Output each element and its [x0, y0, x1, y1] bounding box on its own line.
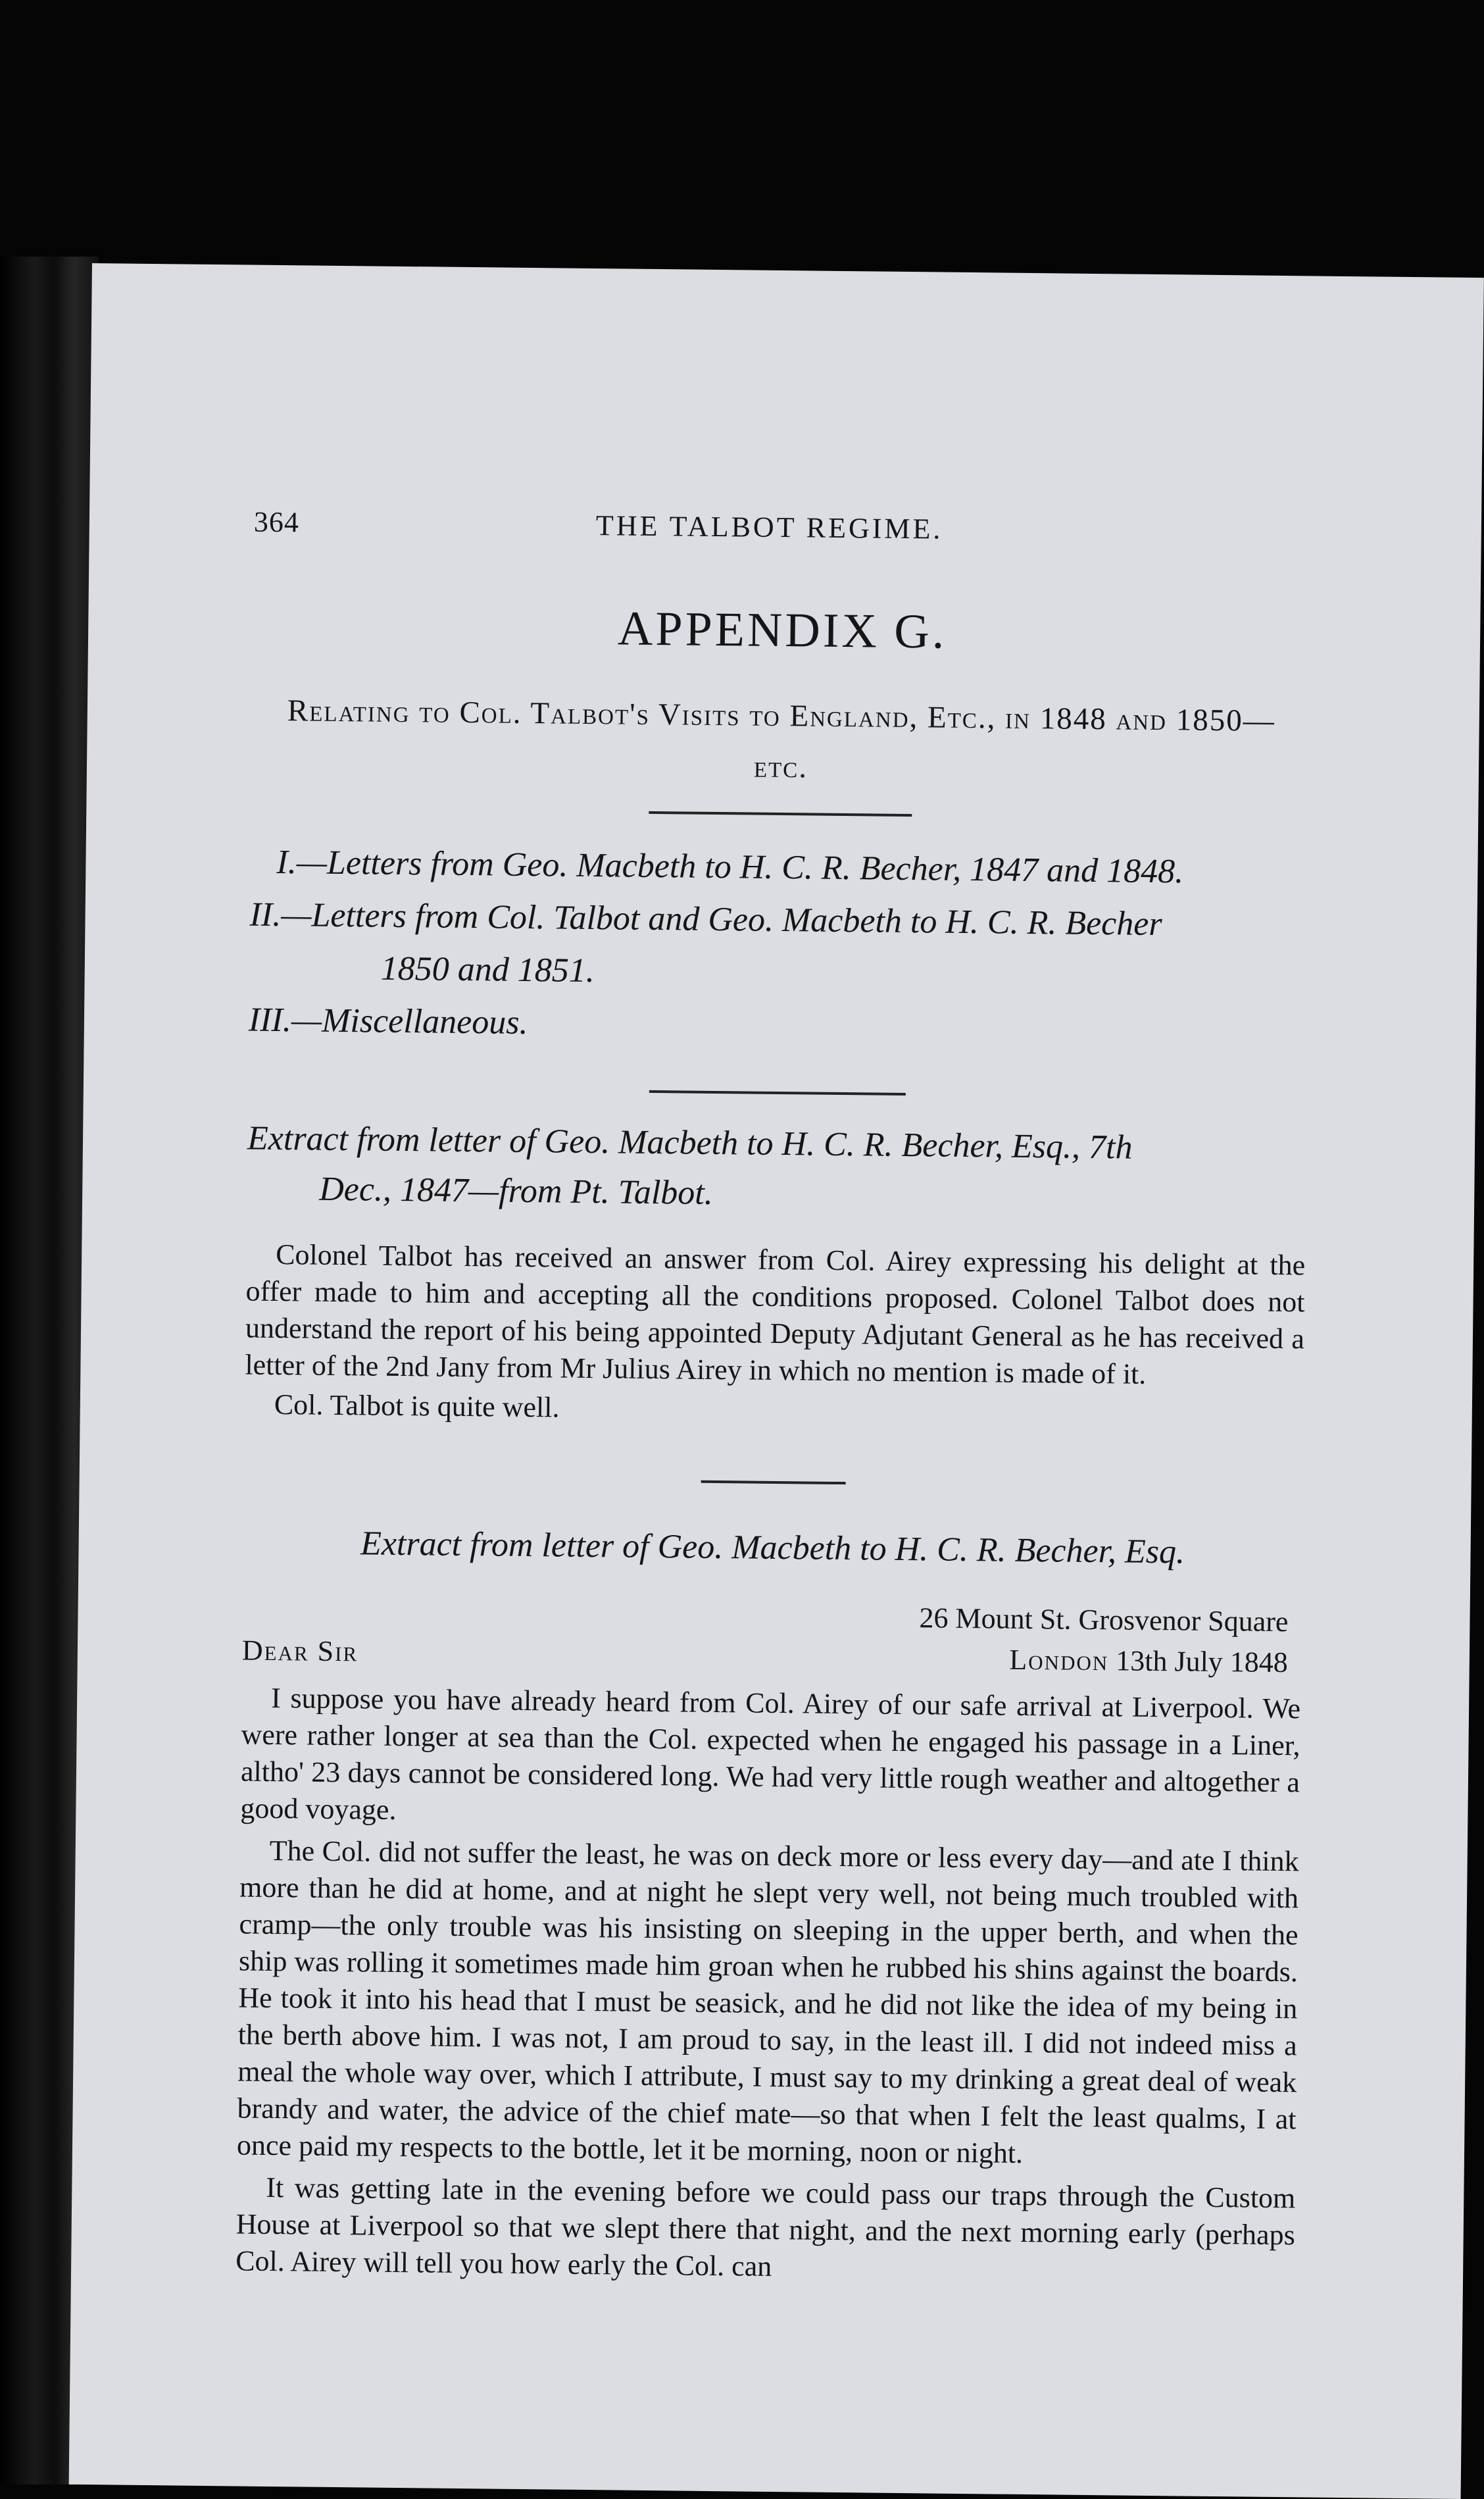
letter-2-paragraph: It was getting late in the evening before we could pass our traps through the Custom House at Liverpool so that we slept there that night, and the next morning early (perhaps Col. Airey will tell you how early the Col. can — [235, 2171, 1296, 2283]
letter-address-block — [241, 1594, 1301, 1691]
contents-item-3: III.—Miscellaneous. — [248, 1001, 528, 1042]
divider-rule — [649, 1090, 906, 1096]
extract-heading-1 — [247, 1114, 1307, 1225]
extract-heading-1-line2: Dec., 1847—from Pt. Talbot. — [318, 1170, 714, 1212]
running-head — [253, 505, 1313, 563]
book-page — [69, 263, 1484, 2499]
appendix-subtitle: Relating to Col. Talbot's Visits to England, Etc., in 1848 and 1850—etc. — [287, 694, 1276, 785]
letter-1-paragraph: Colonel Talbot has received an answer from Col. Airey expressing his delight at the offer made to him and accepting all the conditions proposed. Colonel Talbot does not understand the report of his being appointed Deputy Adjutant General as he has received a letter of the 2nd Jany from Mr Julius Airey in which no mention is made of it. — [245, 1238, 1306, 1390]
letter-2-paragraph: The Col. did not suffer the least, he was on deck more or less every day—and ate I think more than he did at home, and at night he slept very well, not being much troubled with cramp—the only trouble was his insisting on sleeping in the upper berth, and when the ship was rolling it sometimes made him groan when he rubbed his shins against the boards. He took it into his head that I must be seasick, and he did not like the idea of my being in the berth above him. I was not, I am proud to say, in the least ill. I did not indeed miss a meal the whole way over, which I attribute, I must say to my drinking a great deal of weak brandy and water, the advice of the chief mate—so that when I felt the least qualms, I at once paid my respects to the bottle, let it be morning, noon or night. — [236, 1834, 1299, 2169]
extract-heading-1-line1: Extract from letter of Geo. Macbeth to H. C. R. Becher, Esq., 7th — [247, 1119, 1133, 1167]
appendix-title: APPENDIX G. — [617, 601, 947, 659]
address-street: 26 Mount St. Grosvenor Square — [919, 1602, 1289, 1638]
page-number: 364 — [253, 505, 300, 539]
page-content — [235, 505, 1313, 2291]
letter-date: 13th July 1848 — [1116, 1644, 1289, 1679]
divider-rule — [649, 811, 912, 817]
running-title: THE TALBOT REGIME. — [595, 509, 943, 545]
letter-1-body — [245, 1236, 1306, 1434]
letter-2-body — [235, 1680, 1300, 2291]
letter-2-paragraph: I suppose you have already heard from Col. Airey of our safe arrival at Liverpool. We were rather longer at sea than the Col. expected when he engaged his passage in a Liner, altho' 23 days cannot be considered long. We had very little rough weather and altogether a good voyage. — [240, 1681, 1301, 1826]
extract-heading-2: Extract from letter of Geo. Macbeth to H. C. R. Becher, Esq. — [360, 1525, 1185, 1571]
contents-item-2: II.—Letters from Col. Talbot and Geo. Macbeth to H. C. R. Becher — [249, 896, 1162, 944]
address-city: London — [1009, 1643, 1109, 1677]
address-city-date — [1009, 1643, 1288, 1679]
contents-list — [249, 836, 1310, 1058]
contents-item-1: I.—Letters from Geo. Macbeth to H. C. R. Becher, 1847 and 1848. — [276, 843, 1184, 891]
salutation: Dear Sir — [241, 1634, 359, 1668]
contents-item-2-continued: 1850 and 1851. — [380, 949, 595, 990]
divider-rule — [701, 1480, 846, 1484]
letter-1-paragraph: Col. Talbot is quite well. — [274, 1388, 560, 1424]
